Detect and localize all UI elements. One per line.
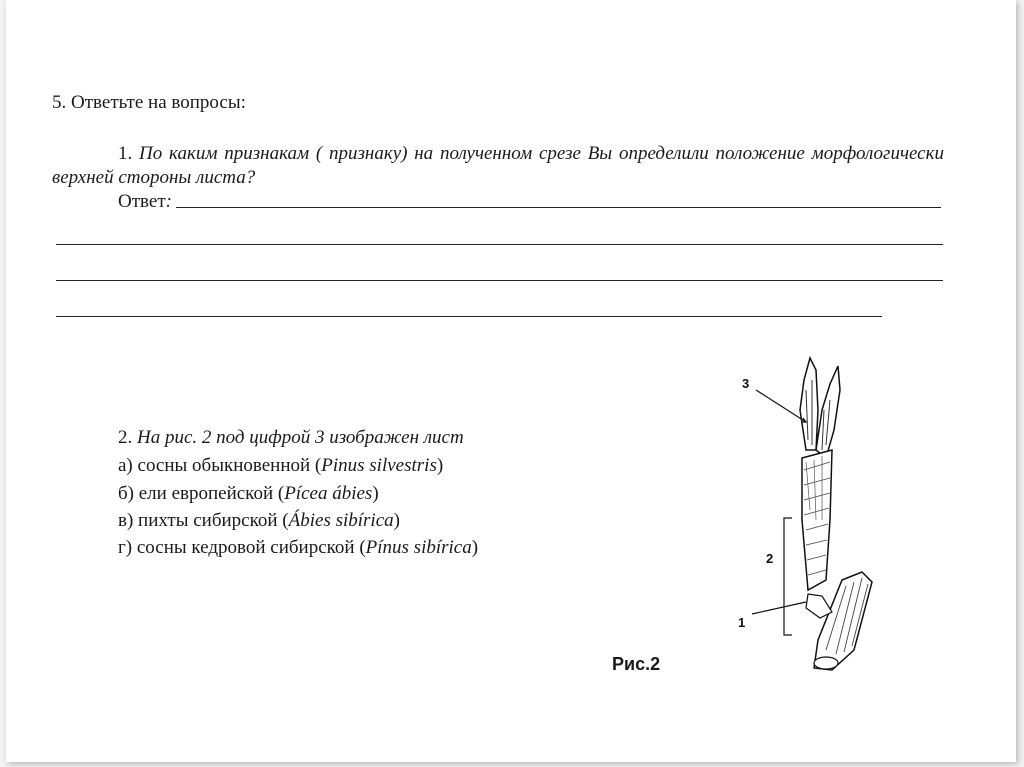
option-d-label: г) сосны кедровой сибирской (: [118, 537, 366, 558]
option-a[interactable]: [118, 455, 443, 477]
answer-line-2[interactable]: [56, 244, 943, 245]
option-b[interactable]: [118, 483, 379, 505]
label-1: 1: [738, 615, 746, 630]
document-page: [6, 0, 1016, 762]
needle-right: [816, 366, 840, 458]
answer-label-colon: :: [165, 191, 172, 212]
option-d[interactable]: [118, 537, 478, 559]
answer-line-3[interactable]: [56, 280, 943, 281]
needle-left: [800, 358, 818, 450]
option-c-close: ): [393, 510, 400, 531]
leader-3: [756, 390, 806, 422]
option-c-latin: Ábies sibírica: [288, 510, 394, 531]
bracket-2: [784, 518, 792, 635]
option-a-latin: Pinus silvestris: [321, 455, 437, 476]
figure-caption: Рис.2: [612, 654, 661, 674]
option-d-close: ): [471, 537, 479, 558]
branch-cut: [814, 657, 838, 669]
option-c-label: в) пихты сибирской (: [118, 510, 289, 531]
main-branch: [814, 572, 872, 670]
option-c[interactable]: [118, 510, 400, 532]
answer-line-1[interactable]: [176, 207, 941, 208]
question-1: [52, 142, 944, 190]
option-d-latin: Pínus sibírica: [365, 537, 472, 558]
question-1-number: 1.: [118, 143, 140, 164]
bud-base: [806, 594, 832, 618]
label-2: 2: [766, 551, 774, 566]
leader-1: [752, 602, 806, 614]
option-b-label: б) ели европейской (: [118, 483, 285, 504]
option-a-close: ): [436, 455, 444, 476]
question-1-text: По каким признакам ( признаку) на полученном срезе Вы определили положение морфологически верхней стороны листа?: [52, 143, 945, 188]
answer-line-4[interactable]: [56, 316, 882, 317]
question-2: [118, 427, 464, 449]
question-2-text: На рис. 2 под цифрой 3 изображен лист: [137, 427, 464, 448]
option-a-label: а) сосны обыкновенной (: [118, 455, 322, 476]
question-2-number: 2.: [118, 427, 137, 448]
answer-label: [118, 191, 172, 213]
task-heading: 5. Ответьте на вопросы:: [52, 92, 246, 113]
label-3: 3: [742, 376, 750, 391]
answer-label-text: Ответ: [118, 191, 166, 212]
option-b-latin: Pícea ábies: [284, 483, 373, 504]
option-b-close: ): [372, 483, 379, 504]
shoot-illustration: [726, 350, 896, 680]
